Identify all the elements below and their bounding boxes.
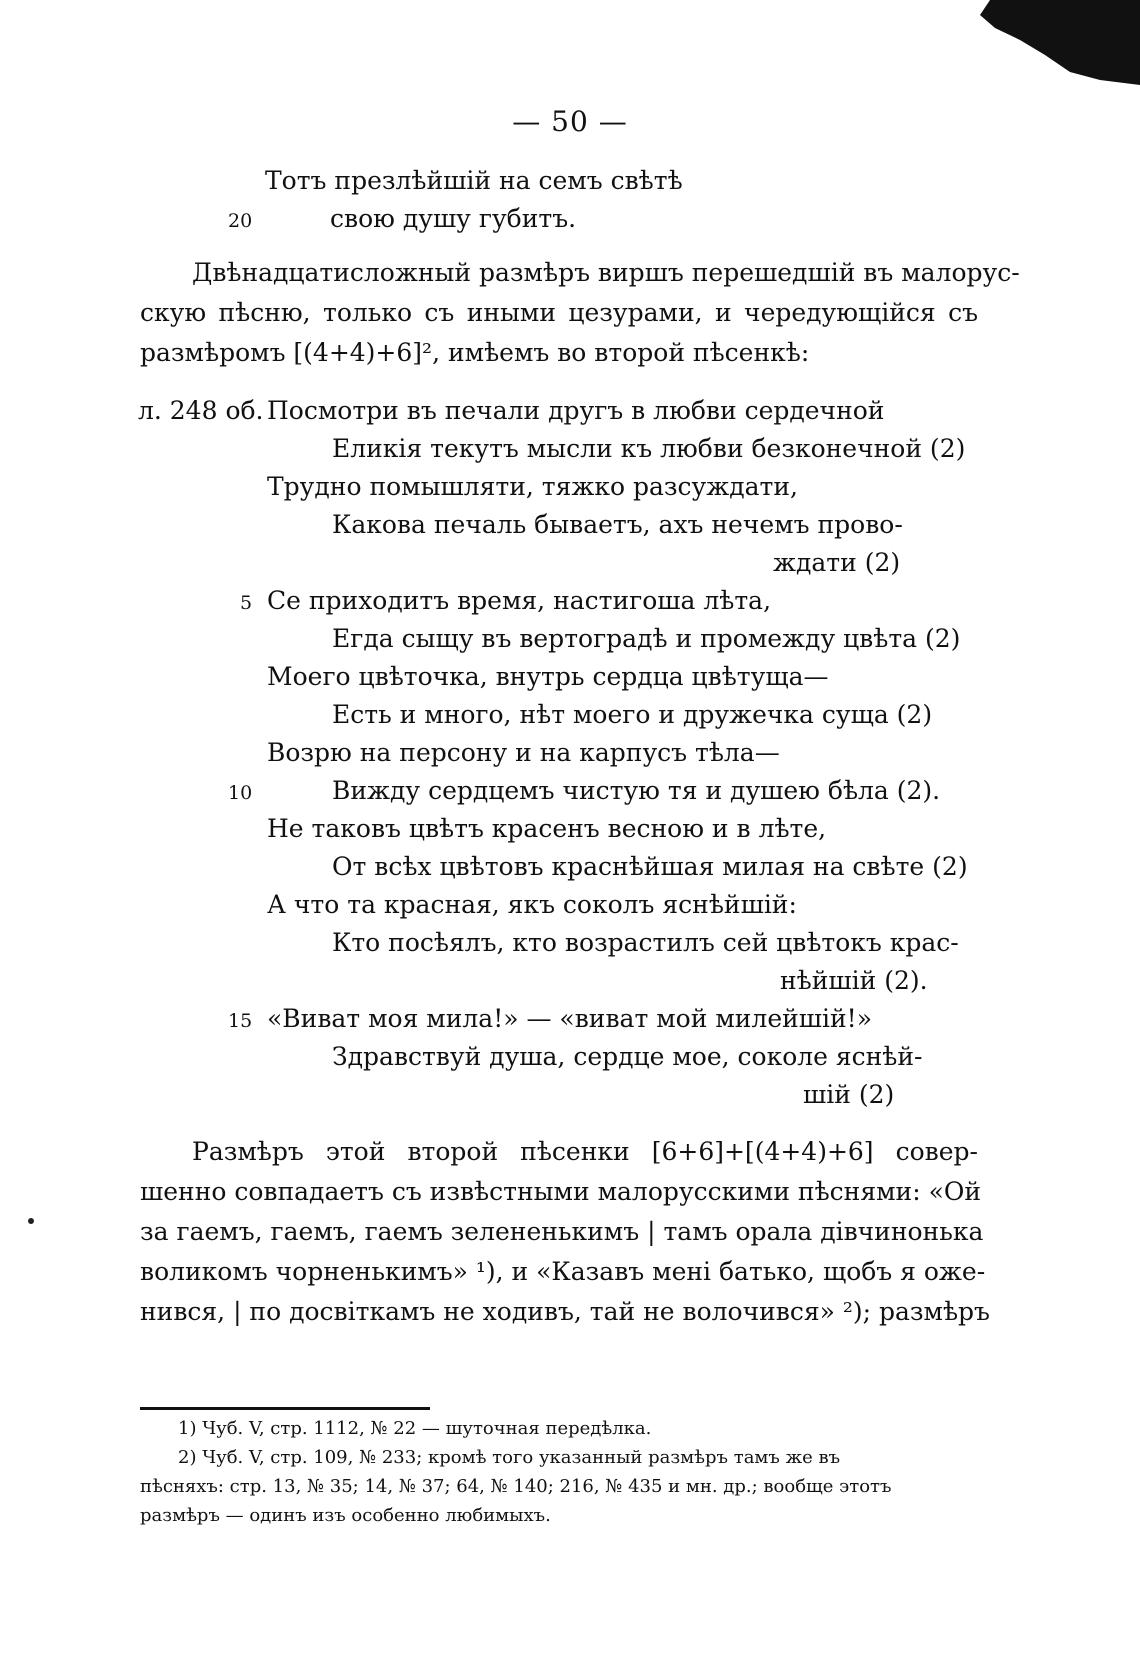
song-line-number: 5 <box>240 592 253 614</box>
manuscript-reference: л. 248 об. <box>138 396 264 425</box>
verse-line: Тотъ презлѣйшій на семъ свѣтѣ <box>265 166 683 195</box>
song-line: Егда сыщу въ вертоградѣ и промежду цвѣта (2) <box>332 624 961 653</box>
song-line: Моего цвѣточка, внутрь сердца цвѣтуща— <box>267 662 829 691</box>
song-line: Здравствуй душа, сердце мое, соколе яснѣй- <box>332 1042 923 1071</box>
paragraph-line: шенно совпадаетъ съ извѣстными малорусскими пѣснями: «Ой <box>140 1177 982 1206</box>
song-line-number: 15 <box>228 1010 253 1032</box>
paragraph <box>140 1132 990 1332</box>
footnote: 2) Чуб. V, стр. 109, № 233; кромѣ того указанный размѣръ тамъ же въ <box>178 1447 841 1468</box>
scan-edge-mark <box>950 0 1140 85</box>
paragraph-line: за гаемъ, гаемъ, гаемъ зелененькимъ | тамъ орала дівчинонька <box>140 1217 984 1246</box>
song-line: Се приходитъ время, настигоша лѣта, <box>267 586 772 615</box>
paragraph-line: воликомъ чорненькимъ» ¹), и «Казавъ мені батько, щобъ я оже- <box>140 1257 986 1286</box>
song-line: Не таковъ цвѣтъ красенъ весною и в лѣте, <box>267 814 827 843</box>
song-line: А что та красная, якъ соколъ яснѣйшій: <box>267 890 797 919</box>
song-line: Кто посѣялъ, кто возрастилъ сей цвѣтокъ крас- <box>332 928 959 957</box>
song-line: Возрю на персону и на карпусъ тѣла— <box>267 738 780 767</box>
paragraph-line: скую пѣсню, только съ иными цезурами, и чередующійся съ <box>140 298 978 327</box>
verse-line-number: 20 <box>228 210 253 232</box>
footnote: размѣръ — одинъ изъ особенно любимыхъ. <box>140 1505 551 1526</box>
song-line-number: 10 <box>228 782 253 804</box>
song-line: Есть и много, нѣт моего и дружечка суща (2) <box>332 700 933 729</box>
song-line: Вижду сердцемъ чистую тя и душею бѣла (2). <box>332 776 941 805</box>
paragraph-line: Двѣнадцатисложный размѣръ виршъ перешедшій въ малорус- <box>192 258 1020 287</box>
song-line: От всѣх цвѣтовъ краснѣйшая милая на свѣте (2) <box>332 852 968 881</box>
footnote: 1) Чуб. V, стр. 1112, № 22 — шуточная передѣлка. <box>178 1418 652 1439</box>
song-line: шій (2) <box>803 1080 895 1109</box>
song-line: ждати (2) <box>773 548 901 577</box>
scan-speck <box>28 1218 34 1224</box>
footnote-divider <box>140 1407 430 1410</box>
song-line: нѣйшій (2). <box>780 966 928 995</box>
song-line: Какова печаль бываетъ, ахъ нечемъ прово- <box>332 510 903 539</box>
song-line: Еликія текутъ мысли къ любви безконечной (2) <box>332 434 966 463</box>
song-line: Посмотри въ печали другъ в любви сердечной <box>267 396 885 425</box>
paragraph <box>140 253 1020 373</box>
paragraph-line: Размѣръ этой второй пѣсенки [6+6]+[(4+4)+6] совер- <box>192 1137 978 1166</box>
paragraph-line: размѣромъ [(4+4)+6]², имѣемъ во второй пѣсенкѣ: <box>140 338 810 367</box>
song-line: Трудно помышляти, тяжко разсуждати, <box>267 472 798 501</box>
paragraph-line: нився, | по досвіткамъ не ходивъ, тай не волочився» ²); размѣръ <box>140 1297 990 1326</box>
page-number: — 50 — <box>512 105 628 138</box>
footnote: пѣсняхъ: стр. 13, № 35; 14, № 37; 64, № 140; 216, № 435 и мн. др.; вообще этотъ <box>140 1476 892 1497</box>
song-line: «Виват моя мила!» — «виват мой милейшій!» <box>267 1004 873 1033</box>
verse-line: свою душу губитъ. <box>330 204 577 233</box>
